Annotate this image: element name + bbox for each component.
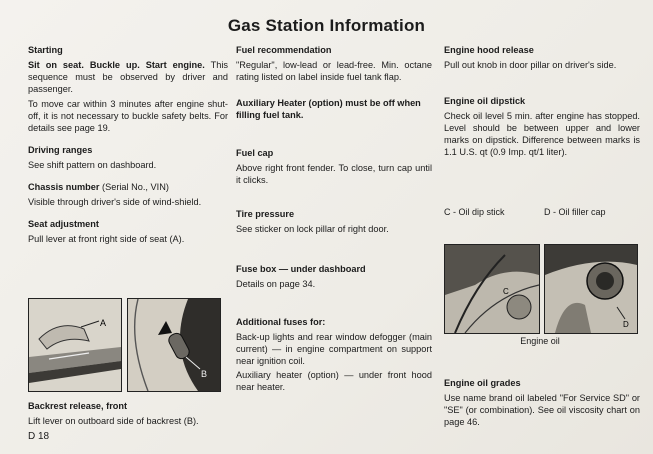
text-additional-fuses-2: Auxiliary heater (option) — under front hood near heater. xyxy=(236,370,432,392)
text-starting-rest: This sequence must be observed by driver and passenger. xyxy=(28,60,228,94)
figure-label-a: A xyxy=(100,318,107,328)
heading-backrest: Backrest release, front xyxy=(28,401,128,411)
heading-chassis-main: Chassis number xyxy=(28,182,100,192)
section-tire-pressure xyxy=(236,208,432,235)
text-backrest: Lift lever on outboard side of backrest (B). xyxy=(28,416,199,426)
section-hood-release xyxy=(444,44,640,71)
section-aux-heater xyxy=(236,97,432,121)
section-fuel-cap xyxy=(236,147,432,186)
text-oil-dipstick: Check oil level 5 min. after engine has stopped. Level should be between upper and lower marks on dipstick. Difference between marks is 1.1 U.S. qt (0.9 Imp. qt/1 liter). xyxy=(444,111,640,157)
text-tire-pressure: See sticker on lock pillar of right door. xyxy=(236,224,389,234)
text-additional-fuses-1: Back-up lights and rear window defogger (main current) — in engine compartment on support near ignition coil. xyxy=(236,332,432,366)
legend-oil-dipstick: C - Oil dip stick xyxy=(444,207,505,217)
text-hood-release: Pull out knob in door pillar on driver's side. xyxy=(444,60,617,70)
section-backrest xyxy=(28,400,228,427)
heading-chassis xyxy=(28,181,228,193)
column-right xyxy=(444,44,640,168)
heading-aux-heater: Auxiliary Heater (option) must be off when filling fuel tank. xyxy=(236,98,421,120)
legend-oil-filler-cap: D - Oil filler cap xyxy=(544,207,606,217)
heading-starting: Starting xyxy=(28,45,63,55)
text-driving-ranges: See shift pattern on dashboard. xyxy=(28,160,157,170)
section-starting xyxy=(28,44,228,134)
text-fuel-recommendation: "Regular", low-lead or lead-free. Min. octane rating listed on label inside fuel tank flap. xyxy=(236,60,432,82)
column-middle xyxy=(236,44,432,403)
section-additional-fuses xyxy=(236,316,432,393)
section-fuel-recommendation xyxy=(236,44,432,83)
figure-oil-dipstick xyxy=(444,244,540,334)
text-starting-2: To move car within 3 minutes after engine shut-off, it is not necessary to buckle safety belts. For details see page 19. xyxy=(28,99,228,133)
section-oil-grades xyxy=(444,377,640,428)
section-oil-dipstick xyxy=(444,95,640,158)
heading-hood-release: Engine hood release xyxy=(444,45,534,55)
column-left xyxy=(28,44,228,255)
figure-seat-lever xyxy=(28,298,122,392)
text-fuel-cap: Above right front fender. To close, turn cap until it clicks. xyxy=(236,163,432,185)
text-starting-bold: Sit on seat. Buckle up. Start engine. xyxy=(28,60,205,70)
heading-oil-grades: Engine oil grades xyxy=(444,378,521,388)
figure-caption-engine-oil: Engine oil xyxy=(520,336,560,346)
page-title: Gas Station Information xyxy=(227,16,426,35)
heading-additional-fuses: Additional fuses for: xyxy=(236,317,326,327)
text-oil-grades: Use name brand oil labeled "For Service SD" or "SE" (or combination). See oil viscosity chart on page 46. xyxy=(444,393,640,427)
text-starting-1 xyxy=(28,59,228,95)
heading-seat: Seat adjustment xyxy=(28,219,99,229)
heading-fuse-box: Fuse box — under dashboard xyxy=(236,264,366,274)
text-fuse-box: Details on page 34. xyxy=(236,279,316,289)
heading-fuel-recommendation: Fuel recommendation xyxy=(236,45,332,55)
page-number: D 18 xyxy=(28,431,50,442)
figure-backrest-lever xyxy=(127,298,221,392)
section-seat xyxy=(28,218,228,245)
heading-chassis-suffix: (Serial No., VIN) xyxy=(99,182,169,192)
text-chassis: Visible through driver's side of wind-shield. xyxy=(28,197,202,207)
figure-label-c: C xyxy=(503,287,509,296)
heading-oil-dipstick: Engine oil dipstick xyxy=(444,96,526,106)
heading-driving-ranges: Driving ranges xyxy=(28,145,93,155)
figure-label-b: B xyxy=(201,369,208,379)
section-fuse-box xyxy=(236,263,432,290)
text-seat: Pull lever at front right side of seat (A). xyxy=(28,234,185,244)
section-driving-ranges xyxy=(28,144,228,171)
section-chassis xyxy=(28,181,228,208)
heading-fuel-cap: Fuel cap xyxy=(236,148,274,158)
figure-label-d: D xyxy=(623,320,629,329)
heading-tire-pressure: Tire pressure xyxy=(236,209,295,219)
figure-oil-filler-cap xyxy=(544,244,638,334)
